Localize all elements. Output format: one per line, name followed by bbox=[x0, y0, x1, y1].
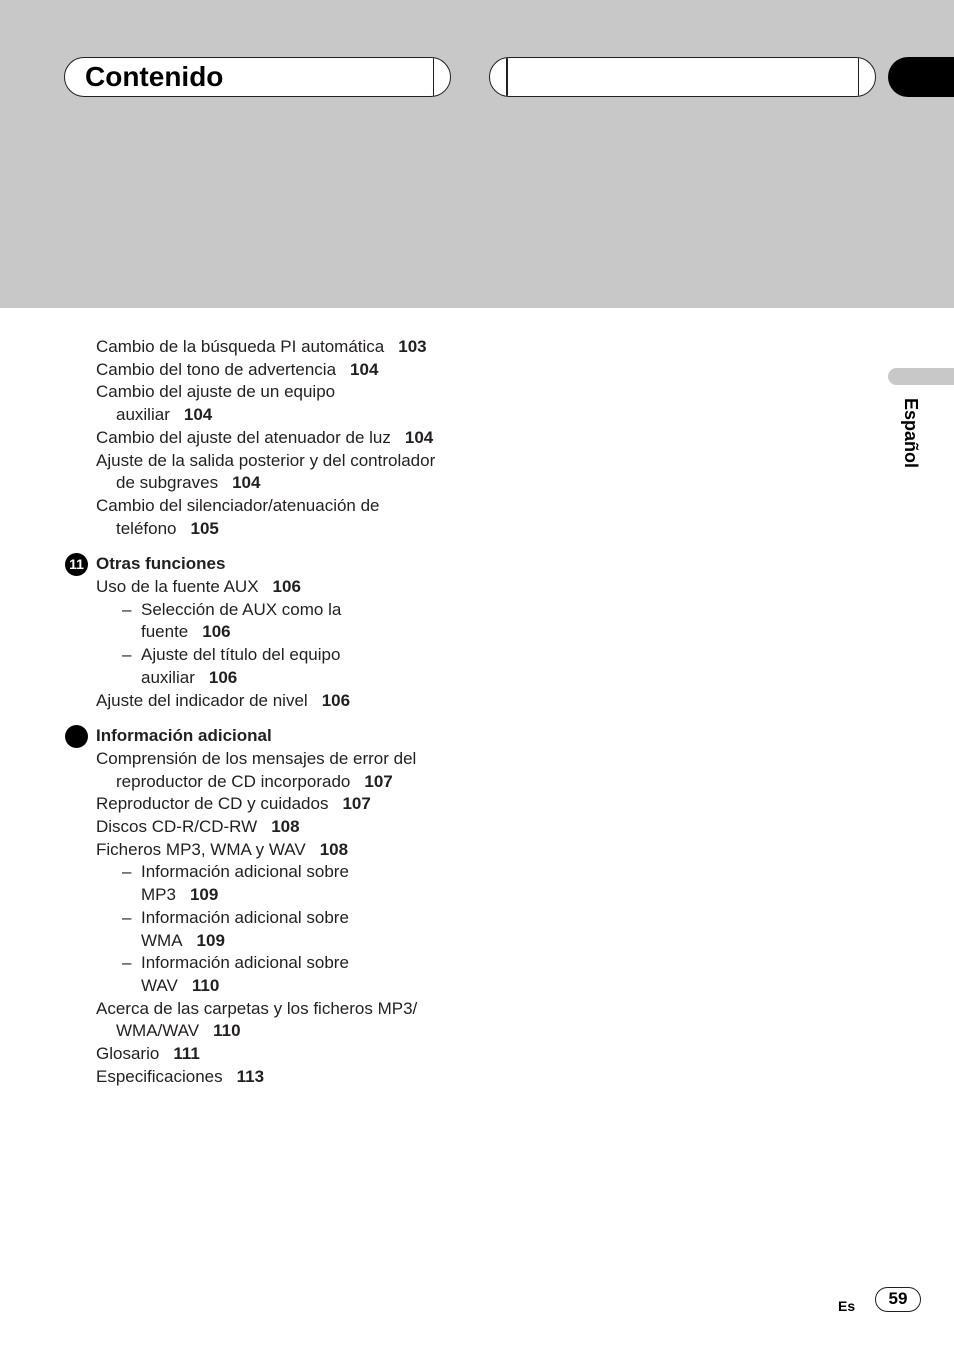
toc-page-number: 105 bbox=[190, 518, 219, 538]
toc-page-number: 104 bbox=[183, 405, 213, 425]
toc-page-number: 107 bbox=[364, 771, 393, 791]
toc-entry-text: Ajuste del título del equipo bbox=[141, 645, 341, 665]
toc-entry bbox=[96, 576, 466, 599]
toc-entry bbox=[96, 748, 466, 793]
dash-marker: – bbox=[122, 953, 132, 973]
toc-entry-text: Cambio del tono de advertencia bbox=[96, 359, 337, 379]
toc-entry-text: Información adicional sobre bbox=[141, 862, 349, 882]
toc-entry bbox=[96, 1043, 466, 1066]
toc-entry-text: Comprensión de los mensajes de error del bbox=[96, 748, 417, 768]
toc-page-number: 108 bbox=[271, 817, 300, 837]
dash-marker: – bbox=[122, 599, 132, 619]
title-box-divider bbox=[433, 58, 435, 96]
toc-entry-text: teléfono bbox=[116, 518, 177, 538]
toc-entry-text: Información adicional sobre bbox=[141, 953, 349, 973]
toc-entry bbox=[96, 793, 466, 816]
toc-entry bbox=[96, 907, 466, 952]
toc-entry-text: Cambio del ajuste de un equipo bbox=[96, 382, 336, 402]
toc-entry-text: Ficheros MP3, WMA y WAV bbox=[96, 839, 306, 859]
toc-entry bbox=[96, 495, 466, 540]
toc-page-number: 110 bbox=[191, 975, 220, 995]
toc-page-number: 109 bbox=[189, 885, 219, 905]
toc-page-number: 104 bbox=[350, 359, 379, 379]
footer-language-code: Es bbox=[838, 1298, 856, 1314]
section-number-badge: 11 bbox=[65, 553, 88, 576]
toc-entry-text: Uso de la fuente AUX bbox=[96, 577, 259, 597]
toc-entry bbox=[96, 450, 466, 495]
toc-entry-text: Cambio del silenciador/atenuación de bbox=[96, 495, 380, 515]
page-number: 59 bbox=[875, 1287, 921, 1312]
toc-entry bbox=[96, 644, 466, 689]
toc-entry-text: WMA bbox=[141, 930, 183, 950]
toc-entry-text: Selección de AUX como la bbox=[141, 599, 342, 619]
toc-entry bbox=[96, 359, 466, 382]
toc-page-number: 107 bbox=[342, 794, 371, 814]
toc-group-continued bbox=[96, 336, 466, 540]
toc-entry bbox=[96, 336, 466, 359]
toc-entry-text: fuente bbox=[141, 622, 189, 642]
toc-entry bbox=[96, 1066, 466, 1089]
section-heading bbox=[96, 725, 466, 748]
toc-entry-text: Discos CD-R/CD-RW bbox=[96, 817, 258, 837]
dash-marker: – bbox=[122, 907, 132, 927]
toc-page-number: 106 bbox=[208, 667, 238, 687]
section-entries bbox=[96, 576, 466, 712]
toc-entry-text: Cambio del ajuste del atenuador de luz bbox=[96, 427, 391, 447]
section-number-badge bbox=[65, 725, 88, 748]
toc-entry-text: auxiliar bbox=[141, 667, 195, 687]
toc-entry-text: WMA/WAV bbox=[116, 1021, 200, 1041]
page-title: Contenido bbox=[85, 61, 224, 92]
toc-entry-text: Especificaciones bbox=[96, 1066, 223, 1086]
toc-entry-text: Cambio de la búsqueda PI automática bbox=[96, 337, 385, 356]
toc-entry bbox=[96, 427, 466, 450]
section-tab-marker bbox=[888, 57, 954, 97]
toc-entry bbox=[96, 381, 466, 426]
toc-page-number: 106 bbox=[202, 622, 231, 642]
toc-entry-text: de subgraves bbox=[116, 473, 219, 493]
toc-entry-text: Información adicional sobre bbox=[141, 907, 349, 927]
toc-entry bbox=[96, 861, 466, 906]
toc-entry bbox=[96, 599, 466, 644]
toc-page-number: 113 bbox=[236, 1066, 265, 1086]
toc-entry-text: reproductor de CD incorporado bbox=[116, 771, 351, 791]
toc-page-number: 106 bbox=[272, 577, 301, 597]
toc-entry bbox=[96, 998, 466, 1043]
toc-entry-text: Ajuste de la salida posterior y del controlador bbox=[96, 450, 436, 470]
toc-entry bbox=[96, 690, 466, 713]
toc-entry-text: MP3 bbox=[141, 885, 176, 905]
toc-entry-text: WAV bbox=[141, 975, 178, 995]
language-tab-marker bbox=[888, 368, 954, 385]
blank-box-divider-left bbox=[506, 58, 508, 96]
toc-section-other-functions bbox=[69, 553, 466, 712]
section-entries bbox=[96, 748, 466, 1089]
toc-entry-text: Reproductor de CD y cuidados bbox=[96, 794, 329, 814]
section-title: Otras funciones bbox=[96, 554, 226, 574]
toc-page-number: 103 bbox=[398, 337, 427, 356]
dash-marker: – bbox=[122, 862, 132, 882]
header-band bbox=[0, 0, 954, 308]
toc-page-number: 104 bbox=[404, 427, 434, 447]
toc-entry bbox=[96, 816, 466, 839]
toc-page-number: 111 bbox=[173, 1044, 200, 1064]
blank-box-divider-right bbox=[858, 58, 860, 96]
toc-page-number: 104 bbox=[232, 473, 261, 493]
toc-section-additional-info bbox=[96, 725, 466, 1088]
toc-entry bbox=[96, 839, 466, 862]
toc-entry-text: auxiliar bbox=[116, 405, 170, 425]
section-heading bbox=[69, 553, 466, 576]
toc-page-number: 108 bbox=[319, 839, 349, 859]
toc-entry-text: Acerca de las carpetas y los ficheros MP3/ bbox=[96, 998, 418, 1018]
section-title: Información adicional bbox=[96, 726, 272, 746]
blank-header-box bbox=[489, 57, 876, 97]
toc-entry bbox=[96, 952, 466, 997]
table-of-contents bbox=[69, 336, 466, 1089]
title-box bbox=[64, 57, 451, 97]
toc-page-number: 109 bbox=[196, 930, 225, 950]
toc-page-number: 106 bbox=[321, 690, 351, 710]
toc-entry-text: Glosario bbox=[96, 1044, 160, 1064]
dash-marker: – bbox=[122, 645, 132, 665]
toc-page-number: 110 bbox=[213, 1021, 241, 1041]
toc-entry-text: Ajuste del indicador de nivel bbox=[96, 690, 308, 710]
language-label: Español bbox=[901, 398, 921, 469]
